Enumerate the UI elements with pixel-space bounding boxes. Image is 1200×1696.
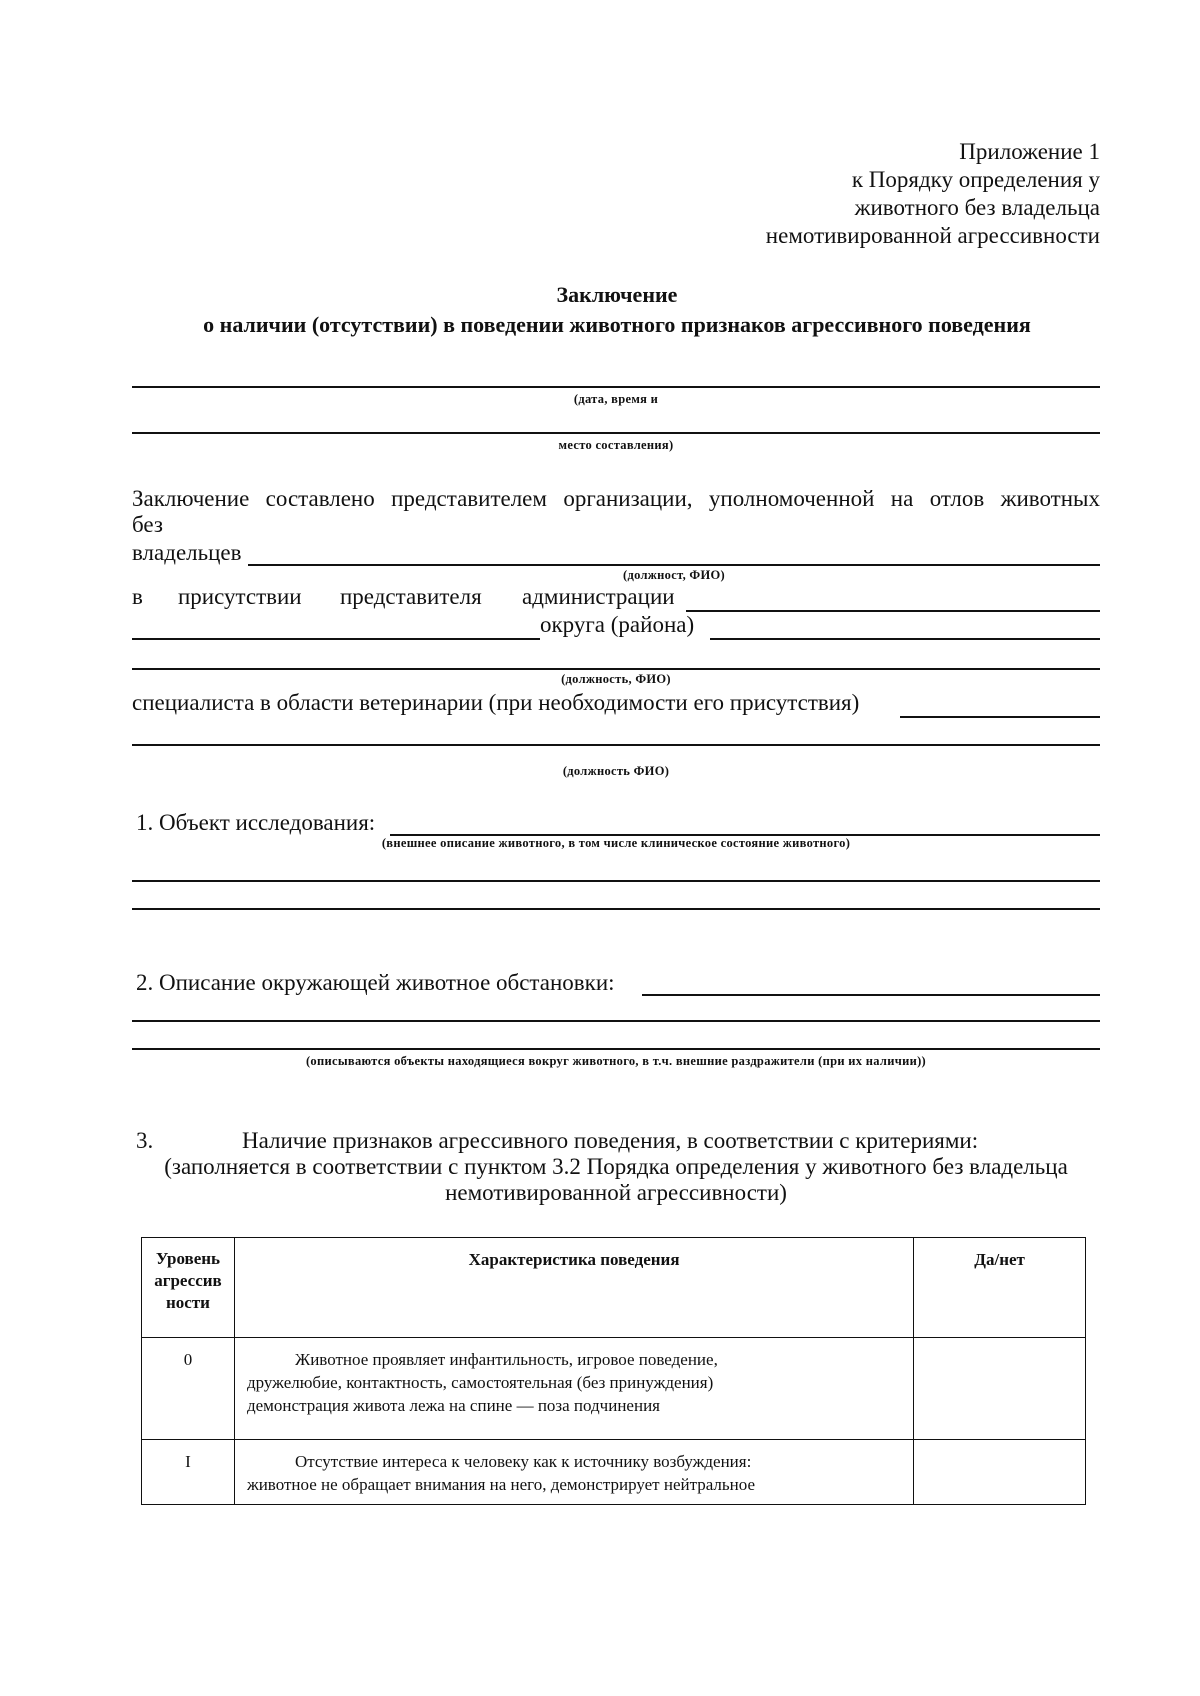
object-field-2[interactable] bbox=[132, 880, 1100, 882]
place-line[interactable] bbox=[132, 432, 1100, 434]
presence-word: присутствии bbox=[178, 584, 302, 609]
okrug-field[interactable] bbox=[710, 638, 1100, 640]
administration-field-2[interactable] bbox=[132, 638, 540, 640]
administration-field[interactable] bbox=[686, 610, 1100, 612]
compiled-text-line1: Заключение составлено представителем организации, уполномоченной на отлов животных bbox=[132, 486, 1100, 511]
administration-rep-caption: (должность, ФИО) bbox=[561, 672, 671, 686]
environment-field-2[interactable] bbox=[132, 1020, 1100, 1022]
header-behavior: Характеристика поведения bbox=[234, 1238, 913, 1338]
vet-field[interactable] bbox=[900, 716, 1100, 718]
vet-field-2[interactable] bbox=[132, 744, 1100, 746]
row-description bbox=[234, 1440, 913, 1505]
place-caption: место составления) bbox=[558, 438, 674, 452]
row-description bbox=[234, 1338, 913, 1440]
row-yesno-cell[interactable] bbox=[914, 1338, 1086, 1440]
table-row bbox=[142, 1440, 1086, 1505]
section2-label: 2. Описание окружающей животное обстановки: bbox=[136, 970, 615, 995]
okrug-label: округа (района) bbox=[540, 612, 695, 637]
annex-line: Приложение 1 bbox=[959, 139, 1100, 164]
presence-word: представителя bbox=[340, 584, 482, 609]
row-description-line: животное не обращает внимания на него, демонстрирует нейтральное bbox=[246, 1475, 756, 1494]
environment-field-3[interactable] bbox=[132, 1048, 1100, 1050]
table-header-row bbox=[142, 1238, 1086, 1338]
header-yesno: Да/нет bbox=[914, 1238, 1086, 1338]
document-subtitle: о наличии (отсутствии) в поведении животного признаков агрессивного поведения bbox=[203, 312, 1031, 337]
annex-line: немотивированной агрессивности bbox=[765, 223, 1100, 248]
row-level: 0 bbox=[142, 1338, 235, 1440]
section3-number: 3. bbox=[136, 1128, 154, 1153]
annex-line: к Порядку определения у bbox=[851, 167, 1100, 192]
organization-rep-field[interactable] bbox=[248, 564, 1100, 566]
row-description-line: демонстрация живота лежа на спине — поза подчинения bbox=[246, 1396, 660, 1415]
document-title: Заключение bbox=[556, 282, 678, 307]
vet-caption: (должность ФИО) bbox=[562, 764, 670, 778]
environment-field[interactable] bbox=[642, 994, 1100, 996]
presence-word: в bbox=[132, 584, 143, 609]
row-level: I bbox=[142, 1440, 235, 1505]
annex-line: животного без владельца bbox=[854, 195, 1100, 220]
annex-header bbox=[700, 138, 1100, 250]
row-description-line: дружелюбие, контактность, самостоятельная (без принуждения) bbox=[246, 1373, 714, 1392]
section1-label: 1. Объект исследования: bbox=[136, 810, 376, 835]
organization-rep-caption: (должност, ФИО) bbox=[623, 568, 725, 582]
row-description-line: Животное проявляет инфантильность, игровое поведение, bbox=[294, 1350, 718, 1369]
presence-word: администрации bbox=[522, 584, 675, 609]
table-row bbox=[142, 1338, 1086, 1440]
owners-label: владельцев bbox=[132, 540, 242, 565]
row-yesno-cell[interactable] bbox=[914, 1440, 1086, 1505]
row-description-line: Отсутствие интереса к человеку как к источнику возбуждения: bbox=[294, 1452, 752, 1471]
section3-line3: немотивированной агрессивности) bbox=[445, 1180, 787, 1205]
environment-caption: (описываются объекты находящиеся вокруг животного, в т.ч. внешние раздражители (при их наличии)) bbox=[305, 1054, 927, 1068]
vet-label: специалиста в области ветеринарии (при необходимости его присутствия) bbox=[132, 690, 860, 715]
section3-line1: Наличие признаков агрессивного поведения, в соответствии с критериями: bbox=[242, 1128, 979, 1153]
date-time-line[interactable] bbox=[132, 386, 1100, 388]
section3-line2: (заполняется в соответствии с пунктом 3.2 Порядка определения у животного без владельца bbox=[164, 1154, 1068, 1179]
date-time-caption: (дата, время и bbox=[573, 392, 659, 406]
object-caption: (внешнее описание животного, в том числе клиническое состояние животного) bbox=[381, 836, 851, 850]
object-field-3[interactable] bbox=[132, 908, 1100, 910]
aggression-criteria-table bbox=[141, 1237, 1086, 1505]
administration-rep-field[interactable] bbox=[132, 668, 1100, 670]
compiled-text-line2: без bbox=[132, 512, 163, 537]
header-level: Уровень агрессив ности bbox=[142, 1238, 235, 1338]
